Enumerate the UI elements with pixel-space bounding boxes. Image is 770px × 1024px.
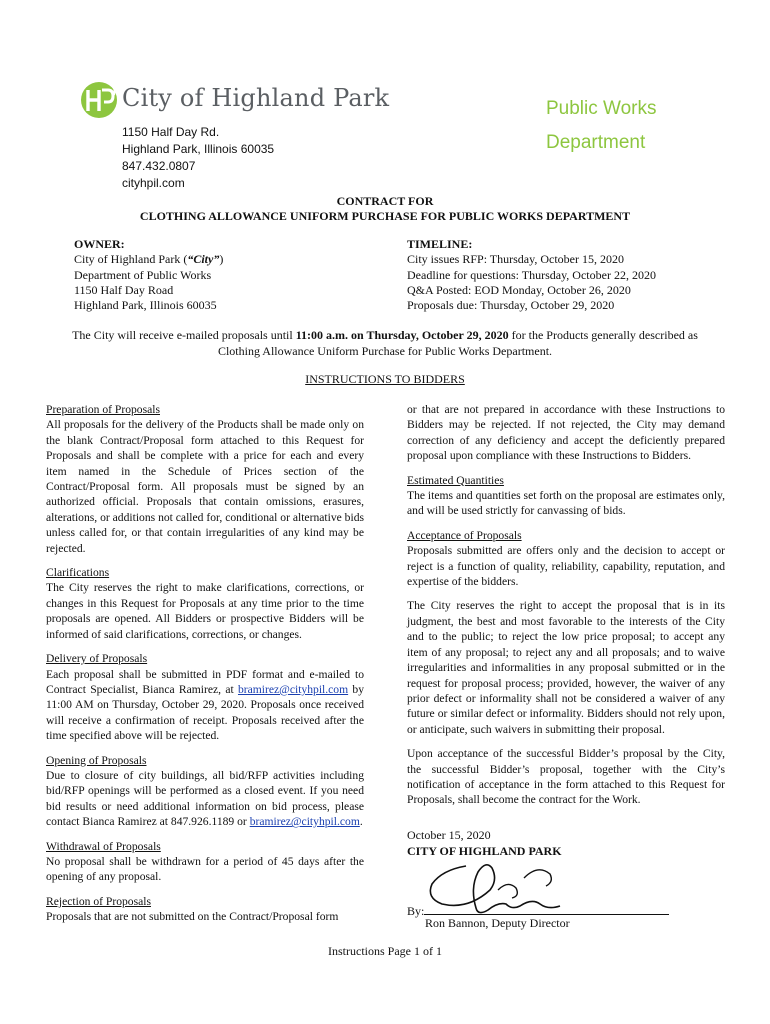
section-heading: Withdrawal of Proposals [46,839,161,853]
owner-line-4: Highland Park, Illinois 60035 [74,298,217,313]
owner-block [74,237,223,313]
left-column [46,402,364,934]
timeline-item: Deadline for questions: Thursday, October 22, 2020 [407,267,656,282]
section-body: The items and quantities set forth on the proposal are estimates only, and will be used strictly for canvassing of bids. [407,489,725,518]
section-body: Each proposal shall be submitted in PDF format and e-mailed to Contract Specialist, Bianca Ramirez, at [46,667,364,696]
by-label: By: [407,904,425,918]
section-body-end: . [359,815,363,829]
timeline-heading: TIMELINE: [407,237,473,251]
timeline-block [407,237,656,313]
intro-text-end: for the Products generally described as Clothing Allowance Uniform Purchase for Public Works Department. [217,328,698,358]
section-delivery [46,651,364,743]
owner-paren: ) [219,252,224,267]
hp-logo-mark-icon [81,82,117,118]
section-body: Proposals submitted are offers only and the decision to accept or reject is a function of quality, reliability, capability, reputation, and expertise of the bidders. [407,544,725,589]
section-body: Proposals that are not submitted on the Contract/Proposal form [46,910,339,924]
department-line-2: Department [546,132,646,153]
section-heading: Opening of Proposals [46,753,147,767]
address-block [122,124,274,192]
owner-line-1 [74,252,223,267]
acceptance-paragraph-2: The City reserves the right to accept the proposal that is in its judgment, the best and most favorable to the interests of the City and to the public; to reject the low price proposal; to accept any item of any proposal; to reject any and all proposals; and to waive irregularities and informalities in any proposal submitted or in the request for proposal process; provided, however, the waiver of any prior defect or informality shall not be considered a waiver of any future or similar defect or informality. Bidders should not rely upon, or anticipate, such waivers in submitting their proposal. [407,599,725,736]
section-body: No proposal shall be withdrawn for a period of 45 days after the opening of any proposal. [46,854,364,884]
timeline-item: City issues RFP: Thursday, October 15, 2020 [407,252,625,267]
instructions-title: INSTRUCTIONS TO BIDDERS [305,372,465,386]
section-heading: Acceptance of Proposals [407,528,522,542]
signer-name: Ron Bannon, Deputy Director [425,916,570,930]
department-name [546,92,657,160]
section-rejection [46,894,364,925]
document-title [0,194,770,224]
intro-text: The City will receive e-mailed proposals until [72,328,296,342]
owner-line-3: 1150 Half Day Road [74,282,174,297]
timeline-item: Q&A Posted: EOD Monday, October 26, 2020 [407,282,631,297]
email-link[interactable]: bramirez@cityhpil.com [237,682,349,696]
section-heading: Clarifications [46,566,110,580]
section-heading: Rejection of Proposals [46,894,151,908]
page-footer: Instructions Page 1 of 1 [328,944,442,958]
section-heading: Preparation of Proposals [46,403,160,416]
section-estimated-quantities [407,473,725,519]
signature-org: CITY OF HIGHLAND PARK [407,843,562,858]
address-street: 1150 Half Day Rd. [122,125,220,139]
intro-paragraph [50,328,720,359]
section-body: The City reserves the right to make clarifications, corrections, or changes in this Request for Proposals at any time prior to the time proposals are opened. All Bidders or prospective Bidders will be informed of said clarifications, corrections, or changes. [46,581,364,641]
signature-date: October 15, 2020 [407,828,491,842]
title-line-2: CLOTHING ALLOWANCE UNIFORM PURCHASE FOR PUBLIC WORKS DEPARTMENT [139,209,631,223]
section-rejection-continued: or that are not prepared in accordance with these Instructions to Bidders may be rejected. If not rejected, the City may demand correction of any deficiency and accept the deficiently prepared proposal upon compliance with these Instructions to Bidders. [407,403,725,463]
section-heading: Delivery of Proposals [46,652,148,666]
address-website: cityhpil.com [122,176,185,190]
owner-city-alias: “City” [187,252,220,267]
section-body-cont: by 11:00 AM on Thursday, October 29, 2020. Proposals once received will receive a confirmation of receipt. Proposals received after the time specified above will be rejected. [46,682,364,743]
timeline-item: Proposals due: Thursday, October 29, 2020 [407,298,615,313]
section-body: All proposals for the delivery of the Products shall be made only on the blank Contract/Proposal form attached to this Request for Proposals and shall be complete with a price for each and every item named in the Schedule of Prices section of the Contract/Proposal form. All proposals must be signed by an authorized official. Proposals that contain omissions, erasures, alterations, or additions not called for, conditional or alternative bids unless called for, or that contain irregularities of any kind may be rejected. [46,418,364,555]
email-link[interactable]: bramirez@cityhpil.com [249,815,360,829]
acceptance-paragraph-3: Upon acceptance of the successful Bidder’s proposal by the City, the successful Bidder’s proposal, together with the City’s notification of acceptance in the form attached to this Request for Proposals, shall become the contract for the Work. [407,747,725,807]
section-preparation [46,402,364,556]
owner-line-2: Department of Public Works [74,267,212,282]
intro-deadline: 11:00 a.m. on Thursday, October 29, 2020 [295,328,509,342]
address-city: Highland Park, Illinois 60035 [122,142,275,156]
owner-name: City of Highland Park ( [74,252,188,267]
logo-text: City of Highland Park [122,84,390,112]
section-acceptance [407,528,725,590]
section-heading: Estimated Quantities [407,473,504,487]
owner-heading: OWNER: [74,237,125,251]
signature-block [407,828,562,859]
department-line-1: Public Works [546,98,657,119]
title-line-1: CONTRACT FOR [336,194,434,208]
section-body: Due to closure of city buildings, all bid/RFP activities including bid/RFP openings will be performed as a closed event. If you need bid results or need additional information on bid process, please contact Bianca Ramirez at 847.926.1189 or [46,768,364,829]
signature-line [424,902,669,915]
right-column [407,402,725,817]
section-withdrawal [46,839,364,885]
section-clarifications [46,565,364,642]
section-opening [46,753,364,830]
address-phone: 847.432.0807 [122,159,196,173]
